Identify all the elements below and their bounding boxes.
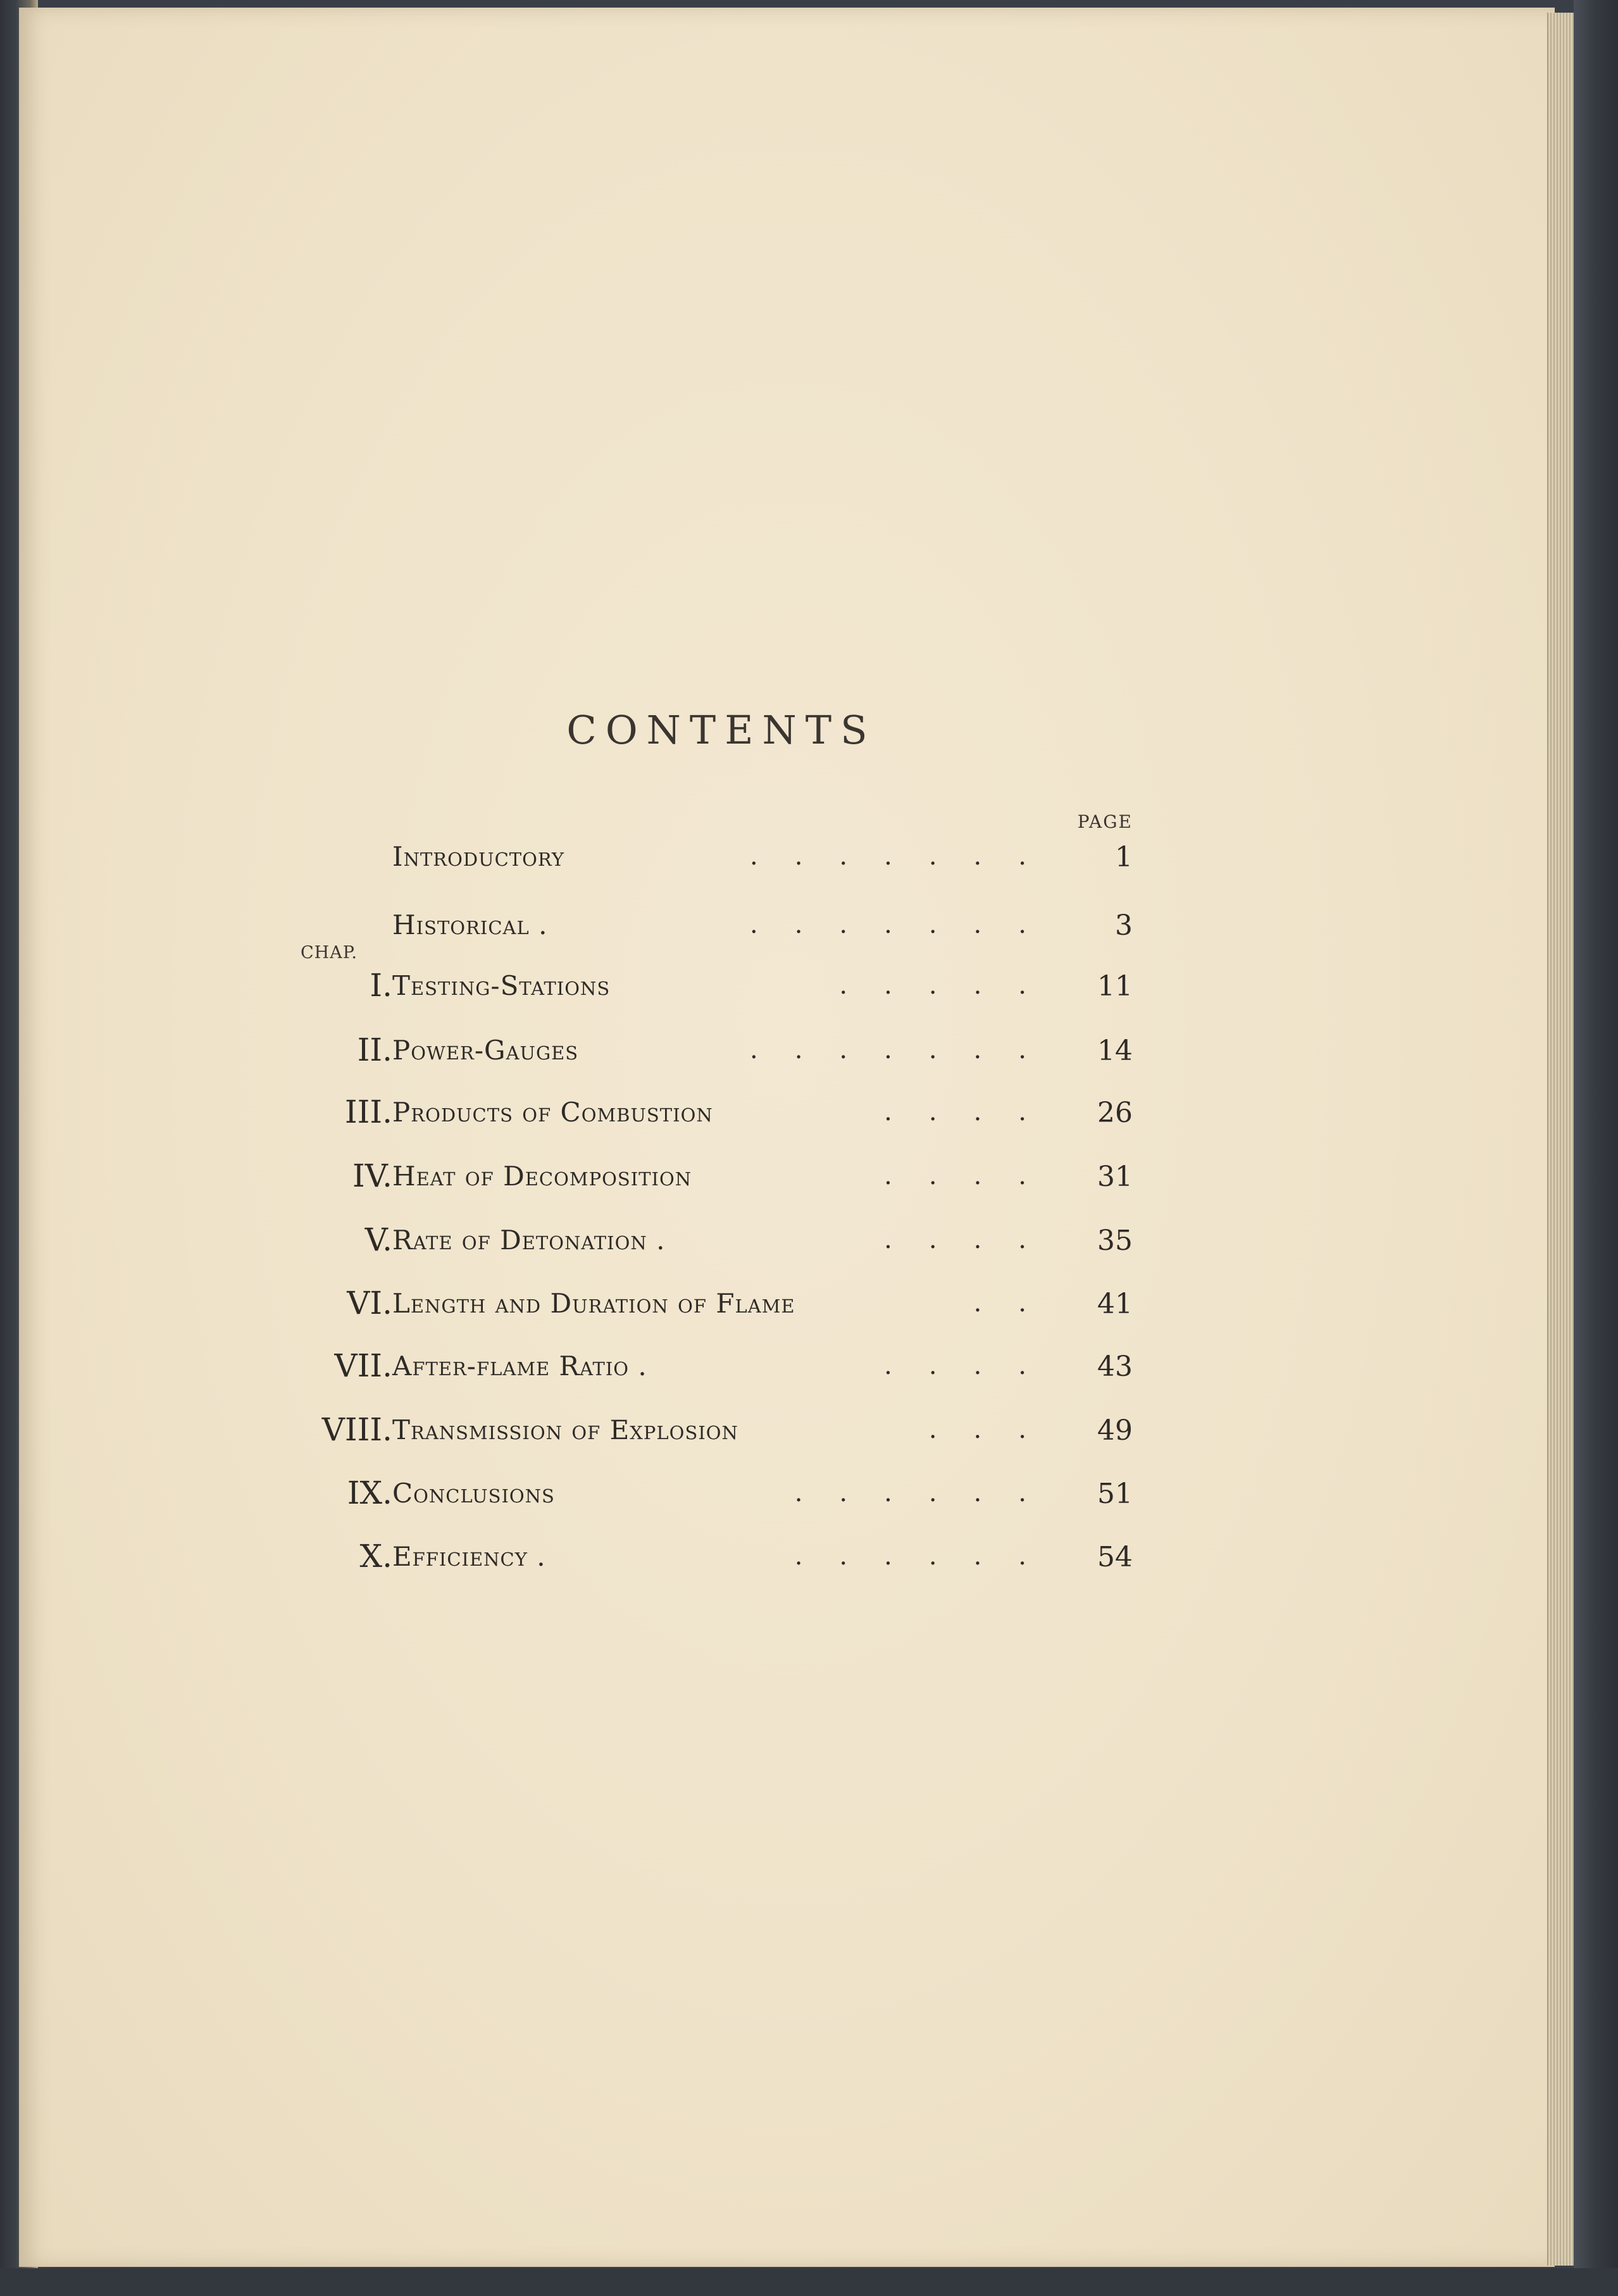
toc-page-number: 43 (1097, 1351, 1133, 1383)
toc-dot-leaders: .... (884, 1161, 1063, 1190)
toc-entry-title: Efficiency . (392, 1541, 546, 1572)
toc-page-number: 49 (1097, 1414, 1133, 1447)
toc-chapter-number: IX. (347, 1475, 392, 1511)
toc-chapter-number: VIII. (321, 1411, 392, 1448)
toc-dot-leaders: ....... (749, 910, 1063, 939)
toc-dot-leaders: ...... (794, 1542, 1063, 1571)
toc-page-number: 1 (1115, 841, 1133, 873)
toc-dot-leaders: ...... (794, 1478, 1063, 1507)
toc-dot-leaders: ....... (749, 1035, 1063, 1064)
toc-entry-title: Transmission of Explosion (392, 1414, 738, 1445)
toc-chapter-number: II. (357, 1032, 392, 1068)
toc-page-number: 41 (1097, 1288, 1133, 1320)
toc-entry (19, 1271, 1555, 1321)
chapter-column-header: CHAP. (301, 943, 358, 963)
toc-dot-leaders: .... (884, 1097, 1063, 1126)
toc-page-number: 14 (1097, 1035, 1133, 1067)
toc-entry-title: After-flame Ratio . (392, 1351, 647, 1382)
toc-entry-title: Historical . (392, 909, 548, 940)
page-column-header: PAGE (1077, 811, 1133, 832)
toc-entry-title: Rate of Detonation . (392, 1225, 666, 1256)
toc-entry (19, 1461, 1555, 1511)
toc-entry-title: Introductory (392, 841, 565, 872)
toc-entry (19, 1207, 1555, 1258)
toc-chapter-number: VII. (334, 1347, 392, 1384)
toc-dot-leaders: ..... (839, 971, 1063, 1000)
toc-entry (19, 1018, 1555, 1068)
book-cover-bottom (0, 2268, 1618, 2296)
toc-entry (19, 1333, 1555, 1384)
page-title: CONTENTS (566, 707, 876, 753)
page-edges (1547, 13, 1574, 2266)
toc-page-number: 26 (1097, 1097, 1133, 1129)
toc-chapter-number: VI. (347, 1285, 392, 1321)
toc-entry-title: Power-Gauges (392, 1035, 579, 1066)
toc-chapter-number: V. (364, 1221, 392, 1258)
toc-page-number: 11 (1097, 970, 1133, 1002)
toc-chapter-number: X. (359, 1538, 392, 1575)
toc-entry-title: Length and Duration of Flame (392, 1288, 795, 1319)
toc-dot-leaders: .... (884, 1351, 1063, 1380)
toc-entry (19, 1080, 1555, 1130)
toc-entry (19, 1524, 1555, 1575)
toc-entry-title: Heat of Decomposition (392, 1161, 692, 1192)
toc-page-number: 31 (1097, 1161, 1133, 1193)
toc-dot-leaders: .... (884, 1225, 1063, 1254)
book-page (19, 8, 1555, 2267)
toc-dot-leaders: .. (973, 1288, 1063, 1318)
toc-chapter-number: I. (370, 967, 392, 1004)
toc-dot-leaders: ... (928, 1415, 1063, 1444)
toc-page-number: 35 (1097, 1225, 1133, 1257)
toc-entry (19, 824, 1555, 875)
toc-chapter-number: IV. (352, 1157, 392, 1194)
toc-dot-leaders: ....... (749, 842, 1063, 871)
toc-chapter-number: III. (344, 1094, 392, 1130)
toc-page-number: 54 (1097, 1541, 1133, 1573)
toc-entry-title: Conclusions (392, 1478, 555, 1509)
toc-page-number: 51 (1097, 1478, 1133, 1510)
toc-entry (19, 892, 1555, 943)
toc-entry-title: Testing-Stations (392, 970, 611, 1001)
book-cover-right (1574, 0, 1618, 2296)
toc-entry (19, 1144, 1555, 1194)
toc-entry (19, 1397, 1555, 1448)
toc-entry (19, 953, 1555, 1004)
toc-page-number: 3 (1115, 909, 1133, 942)
toc-entry-title: Products of Combustion (392, 1097, 713, 1128)
